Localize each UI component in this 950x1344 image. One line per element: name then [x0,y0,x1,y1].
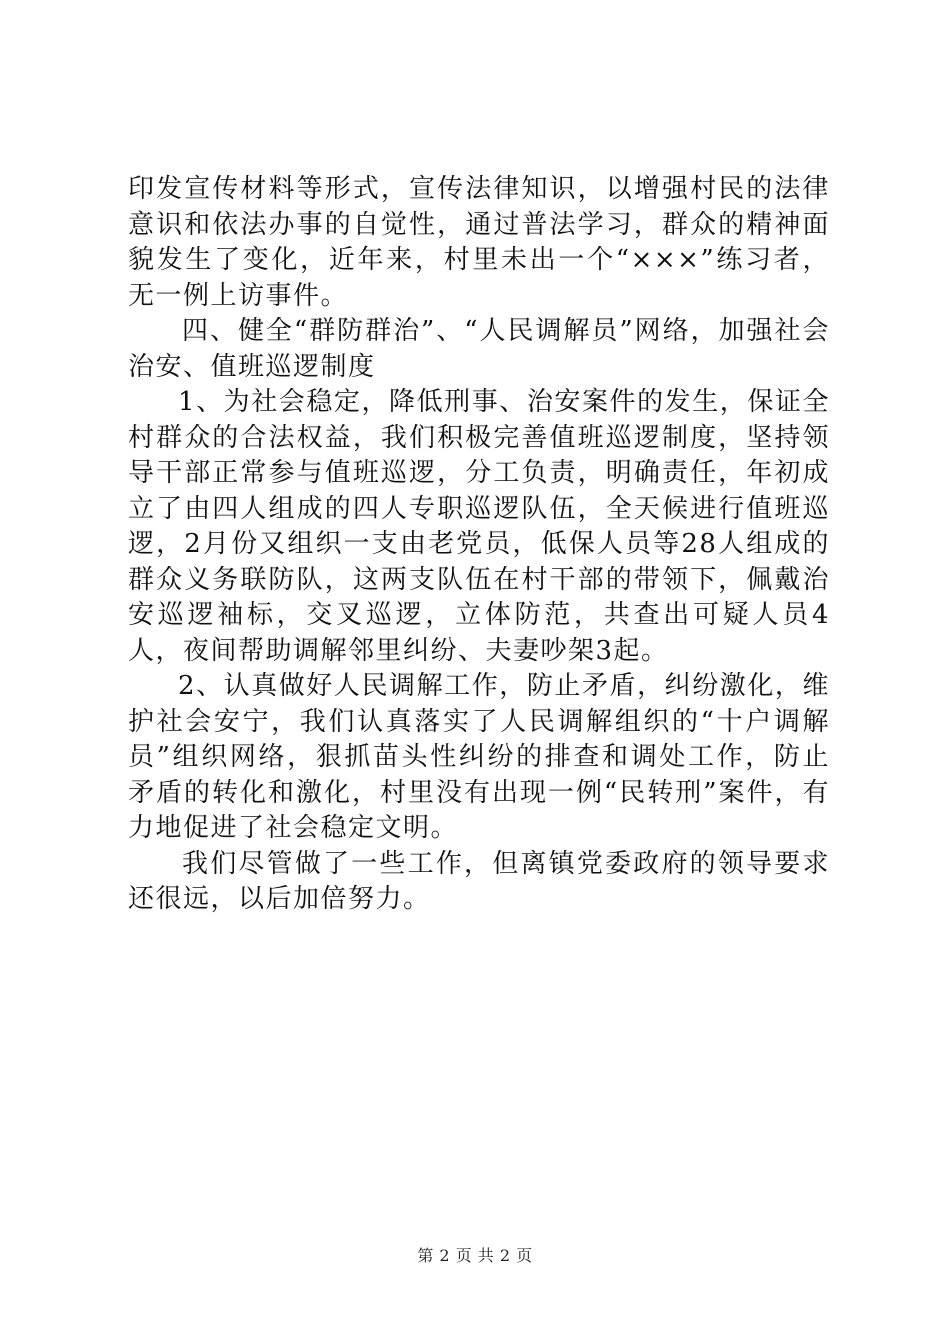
paragraph-item-1: 1、为社会稳定，降低刑事、治安案件的发生，保证全村群众的合法权益，我们积极完善值班巡逻制度，坚持领导干部正常参与值班巡逻，分工负责，明确责任，年初成立了由四人组成的四人专职巡逻队伍，全天候进行值班巡逻，2月份又组织一支由老党员，低保人员等28人组成的群众义务联防队，这两支队伍在村干部的带领下，佩戴治安巡逻袖标，交叉巡逻，立体防范，共查出可疑人员4人，夜间帮助调解邻里纠纷、夫妻吵架3起。 [128,387,830,666]
paragraph-item-2: 2、认真做好人民调解工作，防止矛盾，纠纷激化，维护社会安宁，我们认真落实了人民调解组织的“十户调解员”组织网络，狠抓苗头性纠纷的排查和调处工作，防止矛盾的转化和激化，村里没有出现一例“民转刑”案件，有力地促进了社会稳定文明。 [128,671,830,843]
document-body [128,172,830,918]
section-heading-four: 四、健全“群防群治”、“人民调解员”网络，加强社会治安、值班巡逻制度 [128,316,830,382]
paragraph-closing: 我们尽管做了一些工作，但离镇党委政府的领导要求还很远，以后加倍努力。 [128,848,830,914]
paragraph-continued: 印发宣传材料等形式，宣传法律知识，以增强村民的法律意识和依法办事的自觉性，通过普法学习，群众的精神面貌发生了变化，近年来，村里未出一个“×××”练习者，无一例上访事件。 [128,174,830,311]
page-footer: 第 2 页 共 2 页 [417,1246,533,1265]
